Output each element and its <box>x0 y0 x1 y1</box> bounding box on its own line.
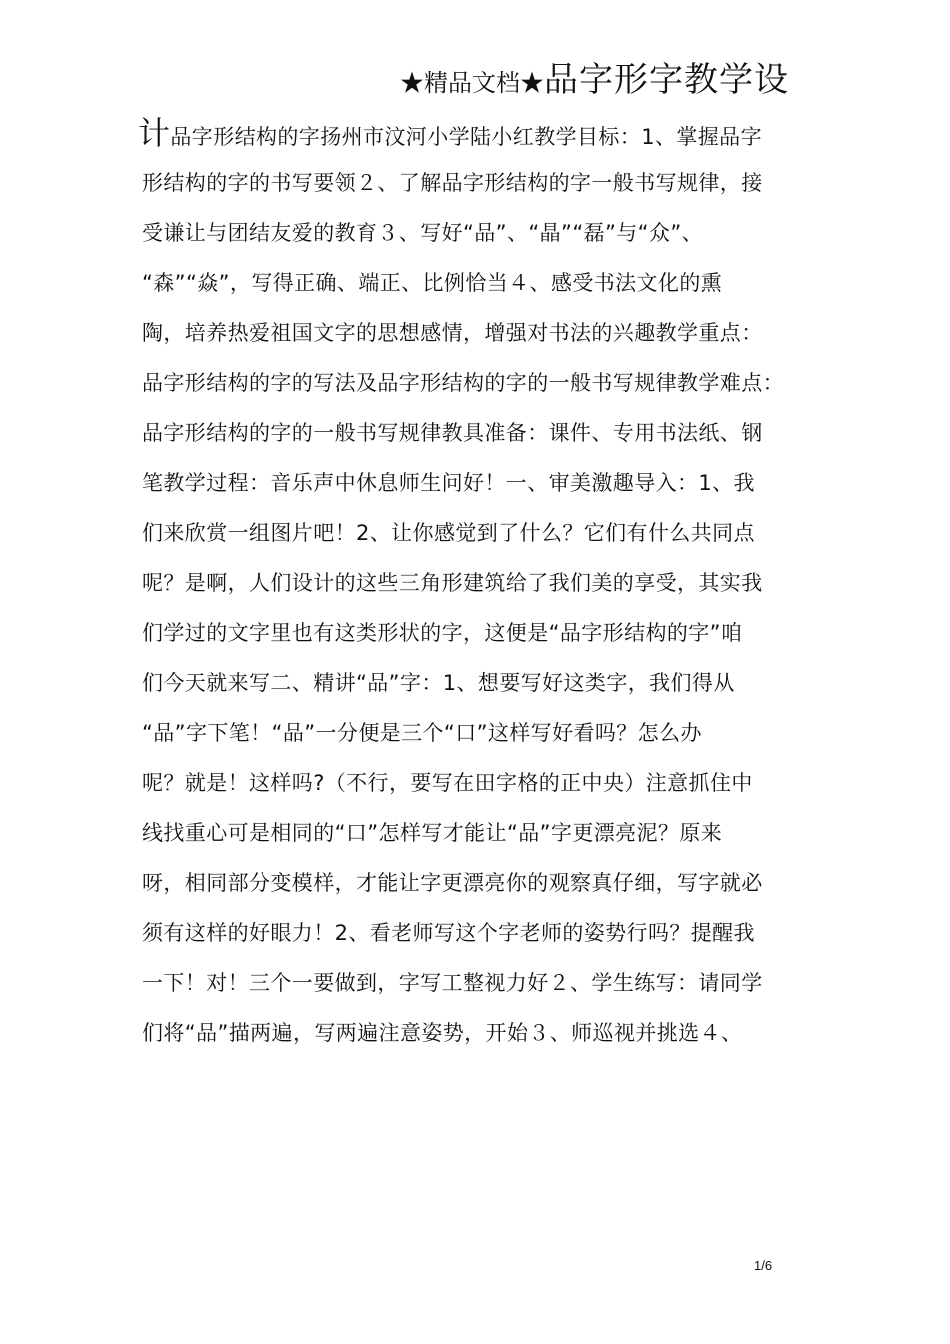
body-line: 受谦让与团结友爱的教育３、写好“品”、“晶”“磊”与“众”、 <box>142 221 704 245</box>
body-line: 线找重心可是相同的“口”怎样写才能让“品”字更漂亮泥？原来 <box>142 821 723 845</box>
body-line: “森”“焱”，写得正确、端正、比例恰当４、感受书法文化的熏 <box>142 271 723 295</box>
document-title: 品字形字教学设 <box>544 60 789 100</box>
header-prefix: ★精品文档★ <box>400 69 544 97</box>
body-line: 须有这样的好眼力！2、看老师写这个字老师的姿势行吗？提醒我 <box>142 921 755 945</box>
body-line: 们今天就来写二、精讲“品”字：1、想要写好这类字，我们得从 <box>142 671 735 695</box>
body-line: 形结构的字的书写要领２、了解品字形结构的字一般书写规律，接 <box>142 171 763 195</box>
page-number: 1/6 <box>754 1258 773 1273</box>
body-line: 一下！对！三个一要做到，字写工整视力好２、学生练写：请同学 <box>142 971 763 995</box>
body-line: 品字形结构的字的一般书写规律教具准备：课件、专用书法纸、钢 <box>142 421 763 445</box>
body-line-text: 品字形结构的字扬州市汶河小学陆小红教学目标：1、掌握品字 <box>170 125 762 149</box>
body-line: 们来欣赏一组图片吧！2、让你感觉到了什么？它们有什么共同点 <box>142 521 755 545</box>
document-header <box>400 52 789 102</box>
document-body <box>138 108 842 1058</box>
body-line: 呢？就是！这样吗?（不行，要写在田字格的正中央）注意抓住中 <box>142 771 753 795</box>
body-line <box>138 108 842 158</box>
body-line: 呀，相同部分变模样，才能让字更漂亮你的观察真仔细，写字就必 <box>142 871 763 895</box>
body-line: 呢？是啊，人们设计的这些三角形建筑给了我们美的享受，其实我 <box>142 571 763 595</box>
body-line: “品”字下笔！“品”一分便是三个“口”这样写好看吗？怎么办 <box>142 721 702 745</box>
body-line: 笔教学过程：音乐声中休息师生问好！一、审美激趣导入：1、我 <box>142 471 755 495</box>
body-line: 们将“品”描两遍，写两遍注意姿势，开始３、师巡视并挑选４、 <box>142 1021 743 1045</box>
title-continuation: 计 <box>138 114 171 152</box>
body-line: 陶，培养热爱祖国文字的思想感情，增强对书法的兴趣教学重点： <box>142 321 763 345</box>
body-line: 品字形结构的字的写法及品字形结构的字的一般书写规律教学难点： <box>142 371 784 395</box>
body-line: 们学过的文字里也有这类形状的字，这便是“品字形结构的字”咱 <box>142 621 743 645</box>
